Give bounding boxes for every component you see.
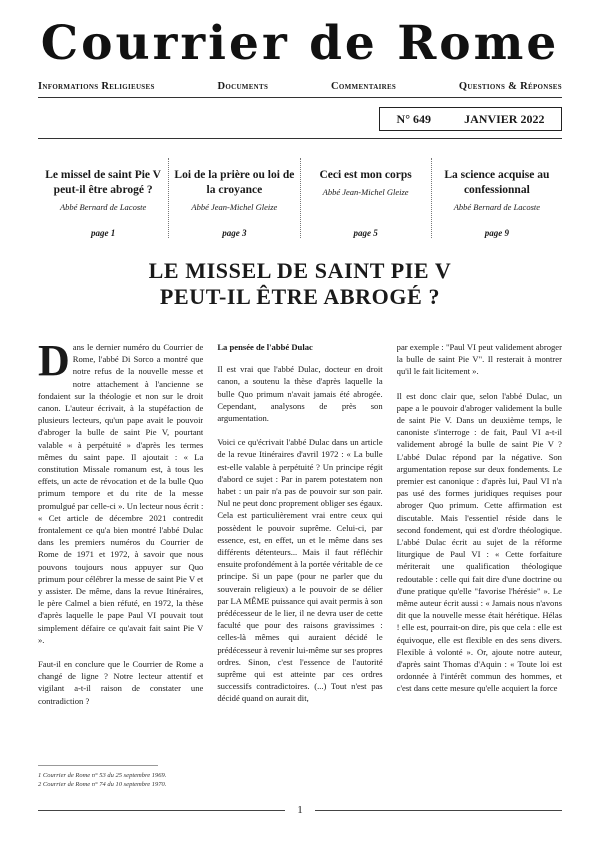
nav-item-commentaires[interactable]: Commentaires: [331, 81, 397, 92]
column-3: [397, 341, 562, 741]
toc-author: Abbé Jean-Michel Gleize: [191, 202, 278, 212]
column-2: [217, 341, 382, 741]
issue-box: [379, 107, 562, 131]
toc-page: page 3: [222, 228, 247, 238]
section-nav: [38, 81, 562, 92]
toc-title: La science acquise au confessionnal: [444, 169, 550, 196]
page-footer: [38, 803, 562, 817]
issue-number: N° 649: [396, 111, 432, 126]
toc-page: page 5: [353, 228, 378, 238]
paragraph: Faut-il en conclure que le Courrier de Rome a changé de ligne ? Notre lecteur attentif et vigilant a-t-il raison de constater une contradiction ?: [38, 659, 204, 706]
top-divider: [38, 97, 562, 98]
masthead: [0, 14, 600, 74]
headline-line-2: PEUT-IL ÊTRE ABROGÉ ?: [159, 284, 441, 309]
drop-cap: D: [38, 341, 70, 385]
nav-item-questions[interactable]: Questions & Réponses: [458, 81, 562, 92]
page-number: 1: [297, 804, 303, 816]
masthead-title: Courrier de Rome: [40, 16, 560, 71]
toc-page: page 9: [484, 228, 509, 238]
article-body: [38, 341, 562, 741]
footnote: 2 Courrier de Rome n° 74 du 10 septembre 1970.: [38, 781, 167, 788]
paragraph: [38, 341, 203, 646]
toc-author: Abbé Bernard de Lacoste: [59, 202, 147, 212]
paragraph: Il est donc clair que, selon l'abbé Dulac, un pape a le pouvoir d'abroger validement la bulle de saint Pie V. Dans un deuxième temps, le canoniste s'interroge : de fait, Paul VI a-t-il validement abrogé la bulle de saint Pie V ? L'abbé Dulac répond par la négative. Son argumentation repose sur deux fondements. Le premier est canonique : d'après lui, Paul VI n'a pas usé des formes juridiques requises pour abroger Quo primum. Cette affirmation est discutable. Mais l'essentiel réside dans le second fondement, qui est d'ordre théologique. L'abbé Dulac écrit au sujet de la réforme liturgique de Paul VI : « Cette forfaiture mériterait une qualification théologique redoutable : celle qui fait dire d'une doctrine ou d'une pratique qu'elle "favorise l'hérésie" ». Le même auteur écrit aussi : « Jamais nous n'avons dit que la nouvelle messe était hérétique. Hélas ! elle est, pourrait-on dire, pis que cela : elle est équivoque, elle est flexible en des sens divers. Flexible à volonté ». Or, ajoute notre auteur, d'après saint Thomas d'Aquin : « Toute loi est ordonnée à l'intérêt commun des hommes, et c'est dans cette mesure qu'elle acquiert la force: [396, 390, 562, 694]
toc-title: Le missel de saint Pie V peut-il être abrogé ?: [45, 169, 161, 196]
paragraph: par exemple : "Paul VI peut validement abroger la bulle de saint Pie V". Il resterait à montrer qu'il le fait licitement ».: [396, 342, 562, 377]
mid-divider: [38, 138, 562, 139]
toc-item[interactable]: [169, 158, 300, 238]
paragraph: Voici ce qu'écrivait l'abbé Dulac dans un article de la revue Itinéraires d'avril 1972 : « La bulle est-elle valable à perpétuité ? Un principe régit d'abord ce sujet : Par in parem potestatem non habet : un pair n'a pas de pouvoir sur son pair. Nul ne peut donc proprement obliger ses égaux. Cela est particulièrement vrai entre ceux qui possèdent le pouvoir suprême. Celui-ci, par essence, est, en effet, un et le même dans ses différents détenteurs... Mais il faut réfléchir ensuite profondément à la portée véritable de ce principe. Si un pape (pour ne parler que du souverain religieux) a le pouvoir de se délier par LA MÊME puissance qui avait permis à son prédécesseur de le lier, il ne devra user de cette faculté que pour des raisons gravissimes : celles-là mêmes qui auraient décidé le prédécesseur à revenir lui-même sur ses propres ordres. Sinon, c'est l'essence de l'autorité suprême qui est atteinte par ces ordres successifs contradictoires. (...) Tout n'est pas décidé quand on aurait dit,: [217, 437, 383, 704]
toc-page: page 1: [91, 228, 116, 238]
footer-rule: [38, 810, 285, 811]
footnotes: [38, 765, 167, 789]
paragraph-text: ans le dernier numéro du Courrier de Rome, l'abbé Di Sorco a montré que notre refus de la nouvelle messe et notre attachement à l'ancienne se fondaient sur la théologie et non sur le droit canon. L'auteur écrivait, à la stupéfaction de plusieurs lecteurs, qu'un pape avait le pouvoir d'abroger la bulle de saint Pie V, pourtant valable « à perpétuité » d'après les termes mêmes du saint pape. Il ajoutait : « La constitution Missale romanum est, à tous les effets, un acte de révocation et de la bulle Quo primum tempore et du rite de la messe promulgué par celle-ci ». Un lecteur nous écrit : « Cet article de décembre 2021 contredit frontalement ce qu'a bien montré l'abbé Dulac dans les premiers numéros du Courrier de Rome de 1971 et 1972, à savoir que nous pouvons toujours nous appuyer sur Quo primum pour célébrer la messe de saint Pie V et y assister. De même, dans la revue Itinéraires, le père Calmel a bien réfuté, en 1972, la thèse d'après laquelle le pape Paul VI pouvait tout simplement défaire ce qu'avait fait saint Pie V ».: [38, 342, 204, 645]
subheading: La pensée de l'abbé Dulac: [217, 342, 313, 352]
column-1: [38, 341, 203, 741]
paragraph: Il est vrai que l'abbé Dulac, docteur en droit canon, a soutenu la thèse d'après laquelle la bulle Quo primum n'avait jamais été abrogée. Cependant, analysons de près son argumentation.: [217, 364, 383, 424]
issue-date: JANVIER 2022: [464, 111, 545, 126]
headline-line-1: LE MISSEL DE SAINT PIE V: [148, 258, 452, 283]
nav-item-informations[interactable]: Informations Religieuses: [38, 81, 155, 92]
article-headline: [38, 258, 562, 310]
toc-item[interactable]: [432, 158, 562, 238]
toc-item[interactable]: [301, 158, 432, 238]
footnote: 1 Courrier de Rome n° 53 du 25 septembre 1969.: [38, 772, 167, 779]
table-of-contents: [38, 158, 562, 238]
toc-title: Loi de la prière ou loi de la croyance: [174, 169, 295, 196]
toc-author: Abbé Jean-Michel Gleize: [322, 187, 409, 197]
toc-title: Ceci est mon corps: [319, 169, 412, 181]
toc-author: Abbé Bernard de Lacoste: [453, 202, 541, 212]
nav-item-documents[interactable]: Documents: [217, 81, 269, 92]
toc-item[interactable]: [38, 158, 169, 238]
footer-rule: [315, 810, 562, 811]
